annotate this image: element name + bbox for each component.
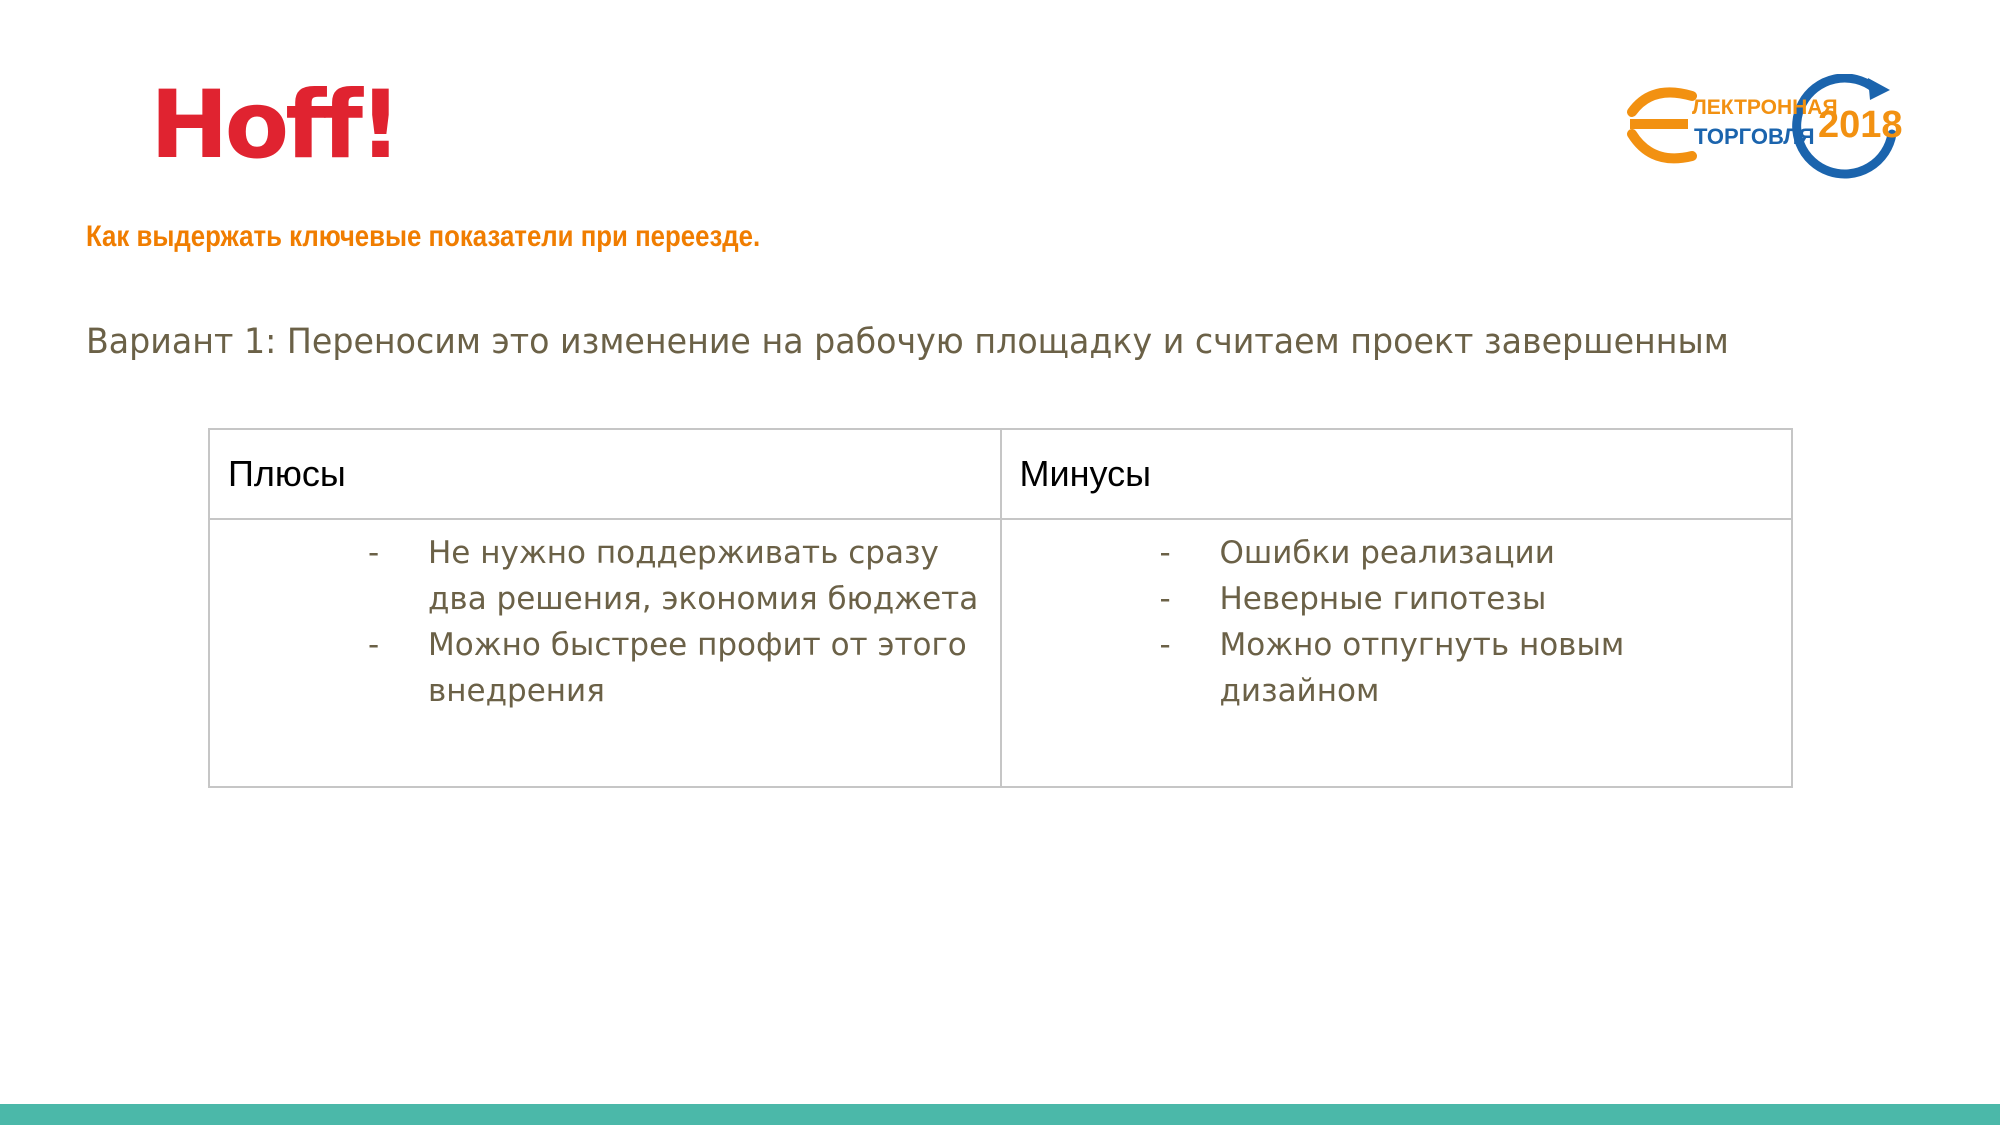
bullet-dash: - — [1159, 535, 1171, 571]
cons-cell — [1001, 519, 1793, 787]
e-commerce-2018-logo — [1622, 74, 1914, 180]
logo-year: 2018 — [1818, 104, 1903, 146]
bullet-dash: - — [368, 535, 380, 571]
cons-header: Минусы — [1001, 429, 1793, 519]
cons-item-text: Можно отпугнуть новым дизайном — [1219, 627, 1625, 709]
logo-word-commerce: ТОРГОВЛЯ — [1694, 124, 1815, 149]
bullet-dash: - — [1159, 627, 1171, 663]
list-item — [1002, 530, 1778, 576]
table-header-row — [209, 429, 1792, 519]
list-item — [210, 530, 986, 622]
hoff-logo: Hoff! — [150, 71, 398, 180]
slide-subtitle: Вариант 1: Переносим это изменение на рабочую площадку и считаем проект завершенным — [86, 322, 1729, 362]
pros-item-text: Не нужно поддерживать сразу два решения, экономия бюджета — [428, 535, 979, 617]
bullet-dash: - — [368, 627, 380, 663]
cons-item-text: Ошибки реализации — [1219, 535, 1555, 571]
list-item — [210, 622, 986, 714]
cons-list — [1002, 530, 1778, 714]
table-row — [209, 519, 1792, 787]
pros-item-text: Можно быстрее профит от этого внедрения — [428, 627, 967, 709]
list-item — [1002, 576, 1778, 622]
footer-bar — [0, 1104, 2000, 1125]
slide-title: Как выдержать ключевые показатели при переезде. — [86, 220, 761, 253]
pros-header: Плюсы — [209, 429, 1001, 519]
pros-cell — [209, 519, 1001, 787]
list-item — [1002, 622, 1778, 714]
logo-word-electronic: ЛЕКТРОННАЯ — [1692, 96, 1838, 119]
pros-list — [210, 530, 986, 714]
cons-item-text: Неверные гипотезы — [1219, 581, 1547, 617]
pros-cons-table — [208, 428, 1793, 788]
bullet-dash: - — [1159, 581, 1171, 617]
